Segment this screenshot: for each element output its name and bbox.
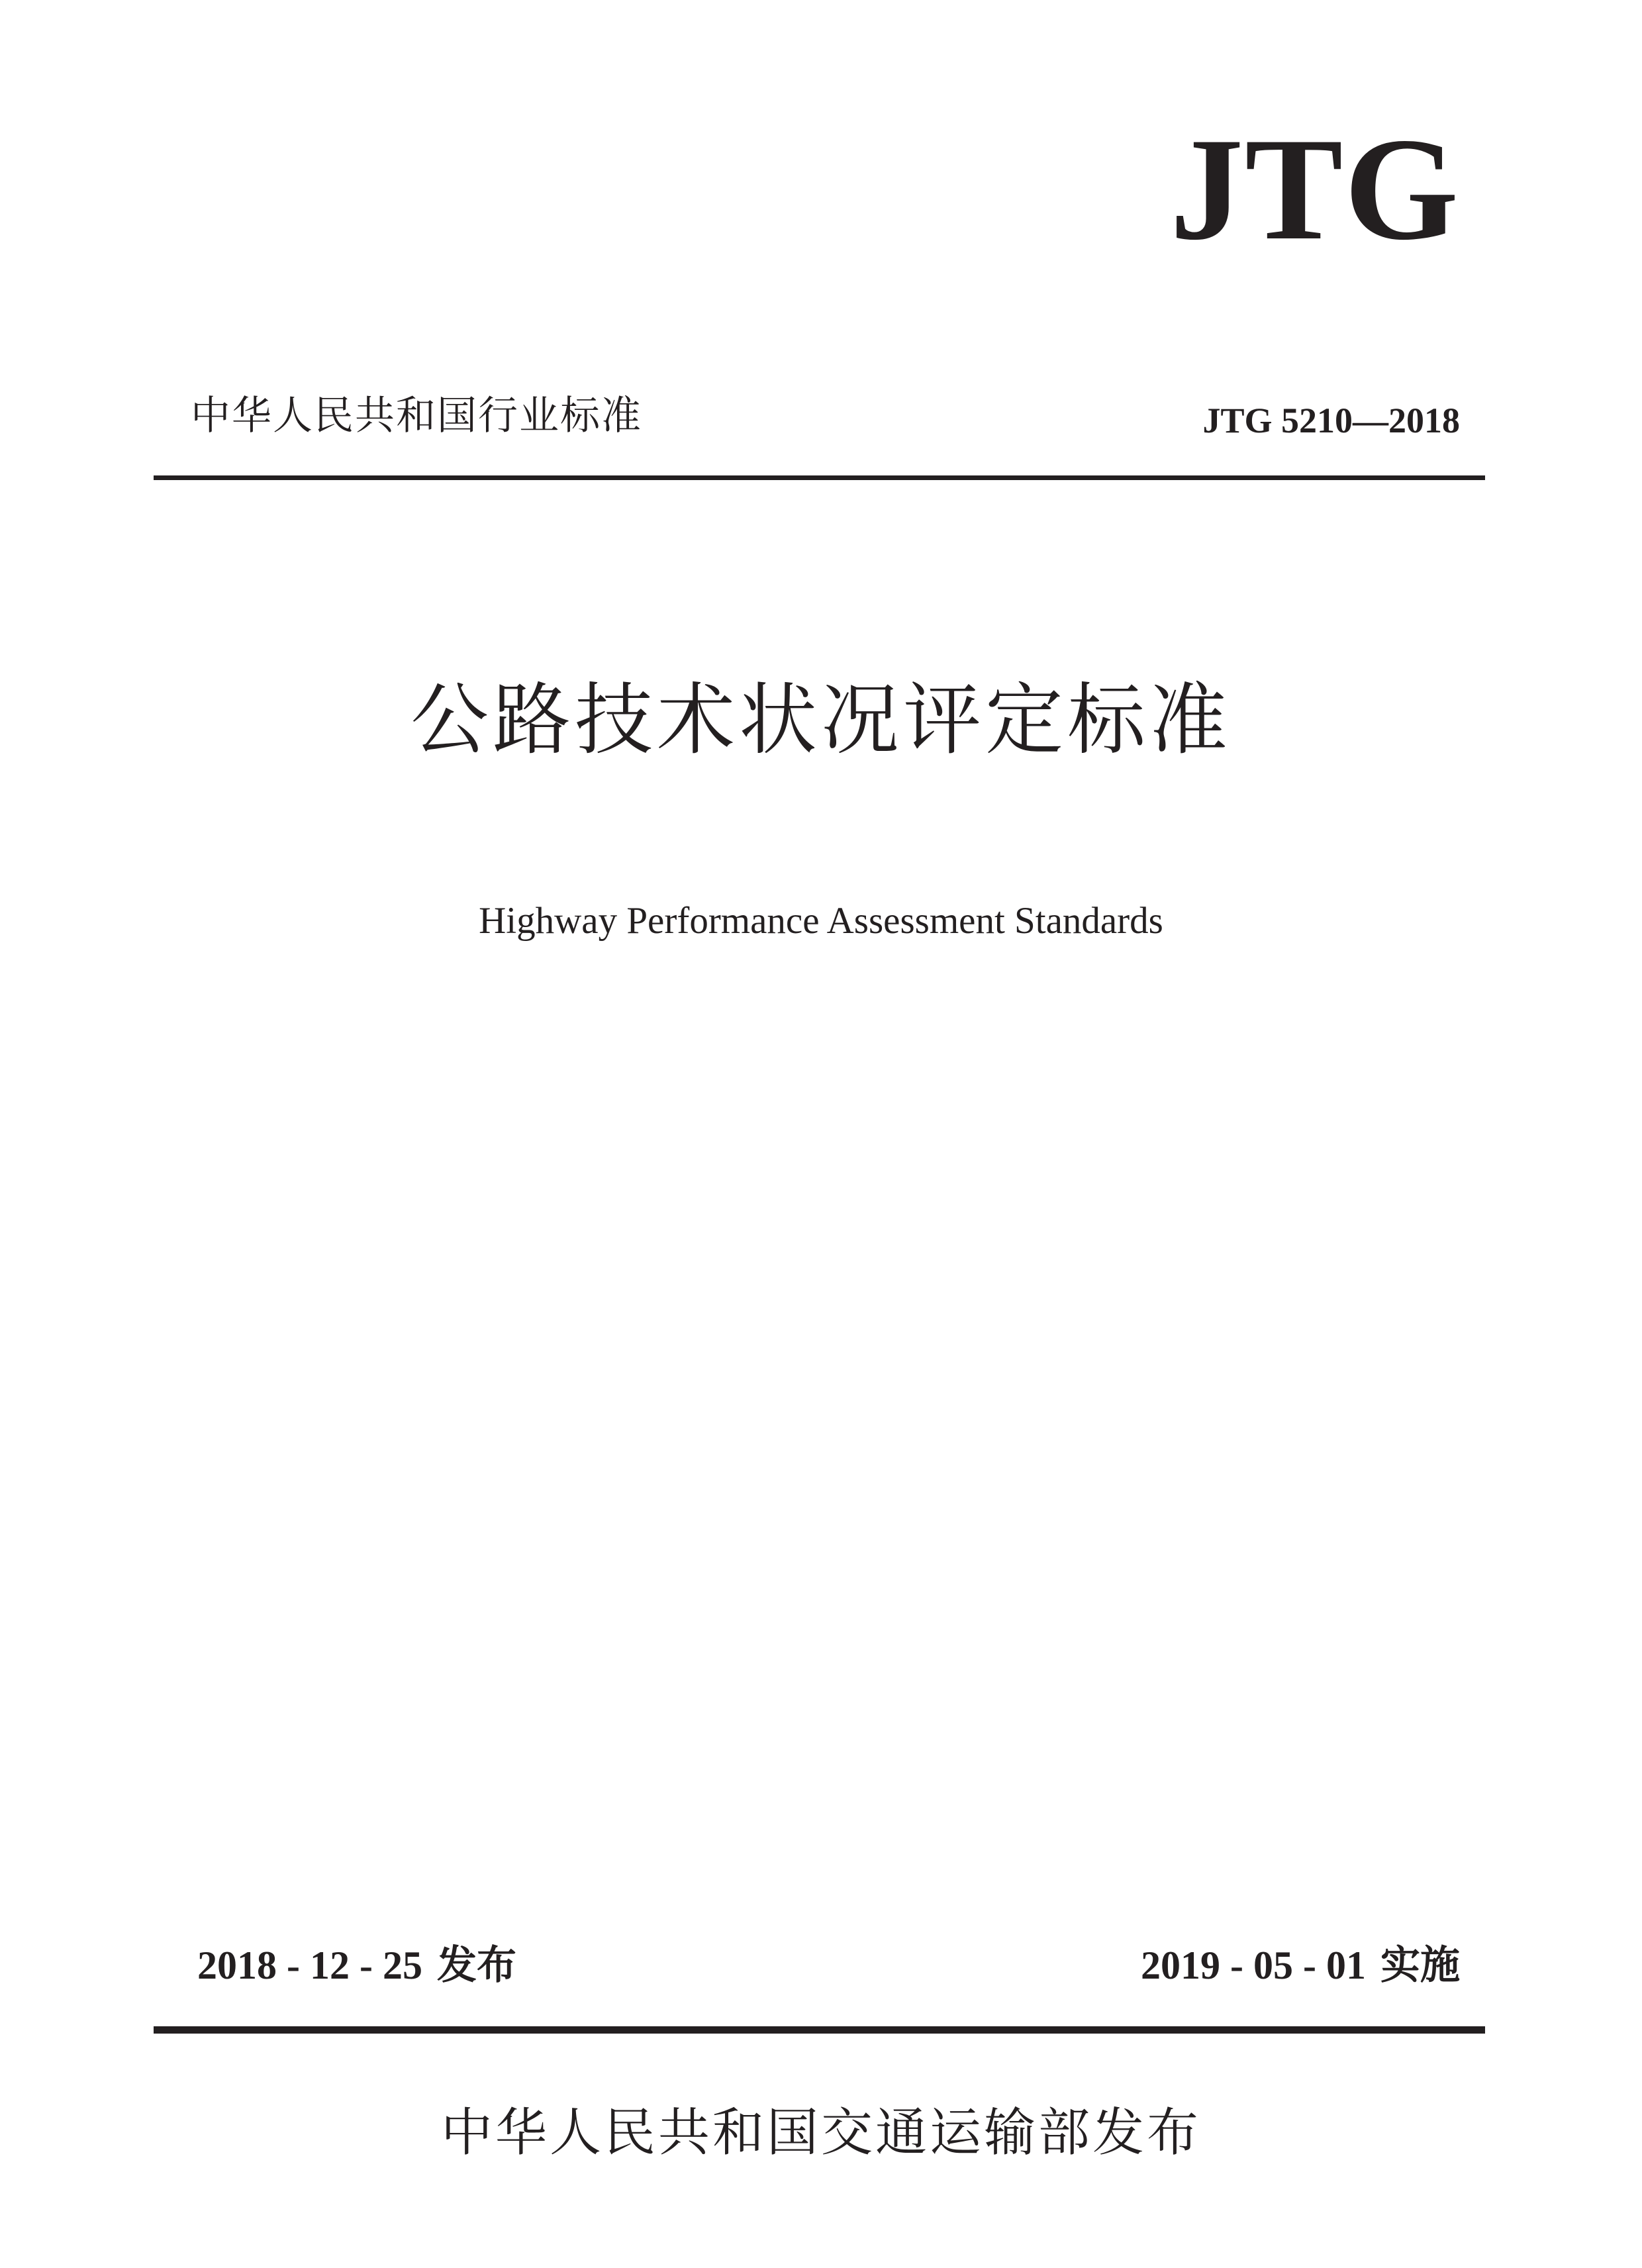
document-title: 公路技术状况评定标准 bbox=[410, 674, 1232, 765]
publish-date-line bbox=[197, 1942, 516, 1989]
jtg-logo: JTG bbox=[1170, 108, 1460, 271]
effective-date: 2019 - 05 - 01 bbox=[1141, 1944, 1366, 1987]
effective-date-line bbox=[1141, 1942, 1460, 1989]
document-subtitle: Highway Performance Assessment Standards bbox=[479, 900, 1163, 942]
issuer: 中华人民共和国交通运输部发布 bbox=[440, 2103, 1201, 2163]
effective-label: 实施 bbox=[1380, 1942, 1460, 1989]
publish-date: 2018 - 12 - 25 bbox=[197, 1944, 422, 1987]
bottom-divider bbox=[154, 2026, 1485, 2034]
standard-code: JTG 5210—2018 bbox=[1202, 401, 1460, 440]
standard-category: 中华人民共和国行业标准 bbox=[191, 393, 642, 439]
top-divider bbox=[154, 475, 1485, 480]
publish-label: 发布 bbox=[436, 1942, 516, 1989]
